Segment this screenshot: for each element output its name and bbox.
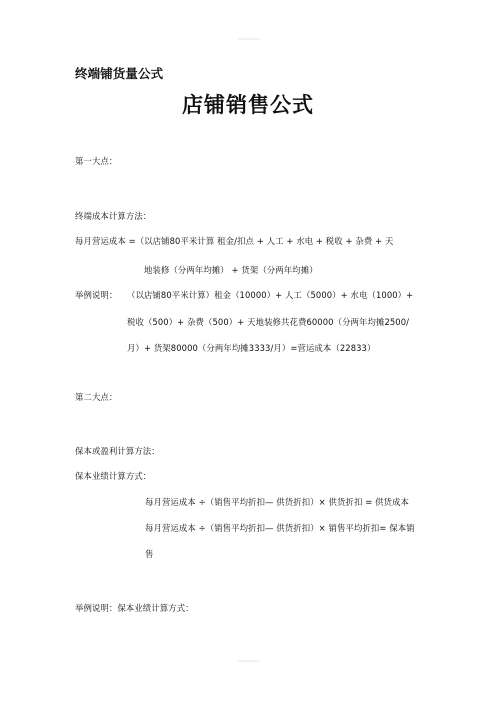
- cost-method-heading: 终端成本计算方法：: [75, 211, 152, 221]
- example-label: 举例说明：保本业绩计算方式：: [75, 603, 194, 613]
- breakeven-subheading: 保本业绩计算方式：: [75, 471, 152, 481]
- cost-formula-line: 每月营运成本 =（以店铺80平米计算 租金/扣点 + 人工 + 水电 + 税收 + 杂费 + 天: [75, 236, 394, 246]
- cost-formula-line: 地装修（分两年均摊） + 货架（分两年均摊）: [144, 265, 318, 275]
- example-line: 月）+ 货架80000（分两年均摊3333/月）=营运成本（22833）: [127, 343, 376, 353]
- section-heading-point1: 第一大点：: [75, 156, 118, 166]
- page-mark-bottom: [238, 660, 260, 662]
- breakeven-sales-formula-cont: 售: [145, 549, 154, 559]
- example-line: （以店铺80平米计算）租金（10000）+ 人工（5000）+ 水电（1000）+: [127, 290, 414, 300]
- supply-cost-formula: 每月营运成本 ÷（销售平均折扣— 供货折扣）× 供货折扣 = 供货成本: [145, 497, 409, 507]
- document-title: 终端铺货量公式: [75, 66, 164, 81]
- page-title: 店铺销售公式: [182, 93, 314, 117]
- example-label: 举例说明：: [75, 290, 118, 300]
- breakeven-sales-formula: 每月营运成本 ÷（销售平均折扣— 供货折扣）× 销售平均折扣= 保本销: [145, 523, 415, 533]
- example-line: 税收（500）+ 杂费（500）+ 天地装修共花费60000（分两年均摊2500/: [127, 317, 410, 327]
- page-mark-top: [238, 38, 260, 40]
- breakeven-method-heading: 保本或盈利计算方法：: [75, 446, 160, 456]
- section-heading-point2: 第二大点：: [75, 392, 118, 402]
